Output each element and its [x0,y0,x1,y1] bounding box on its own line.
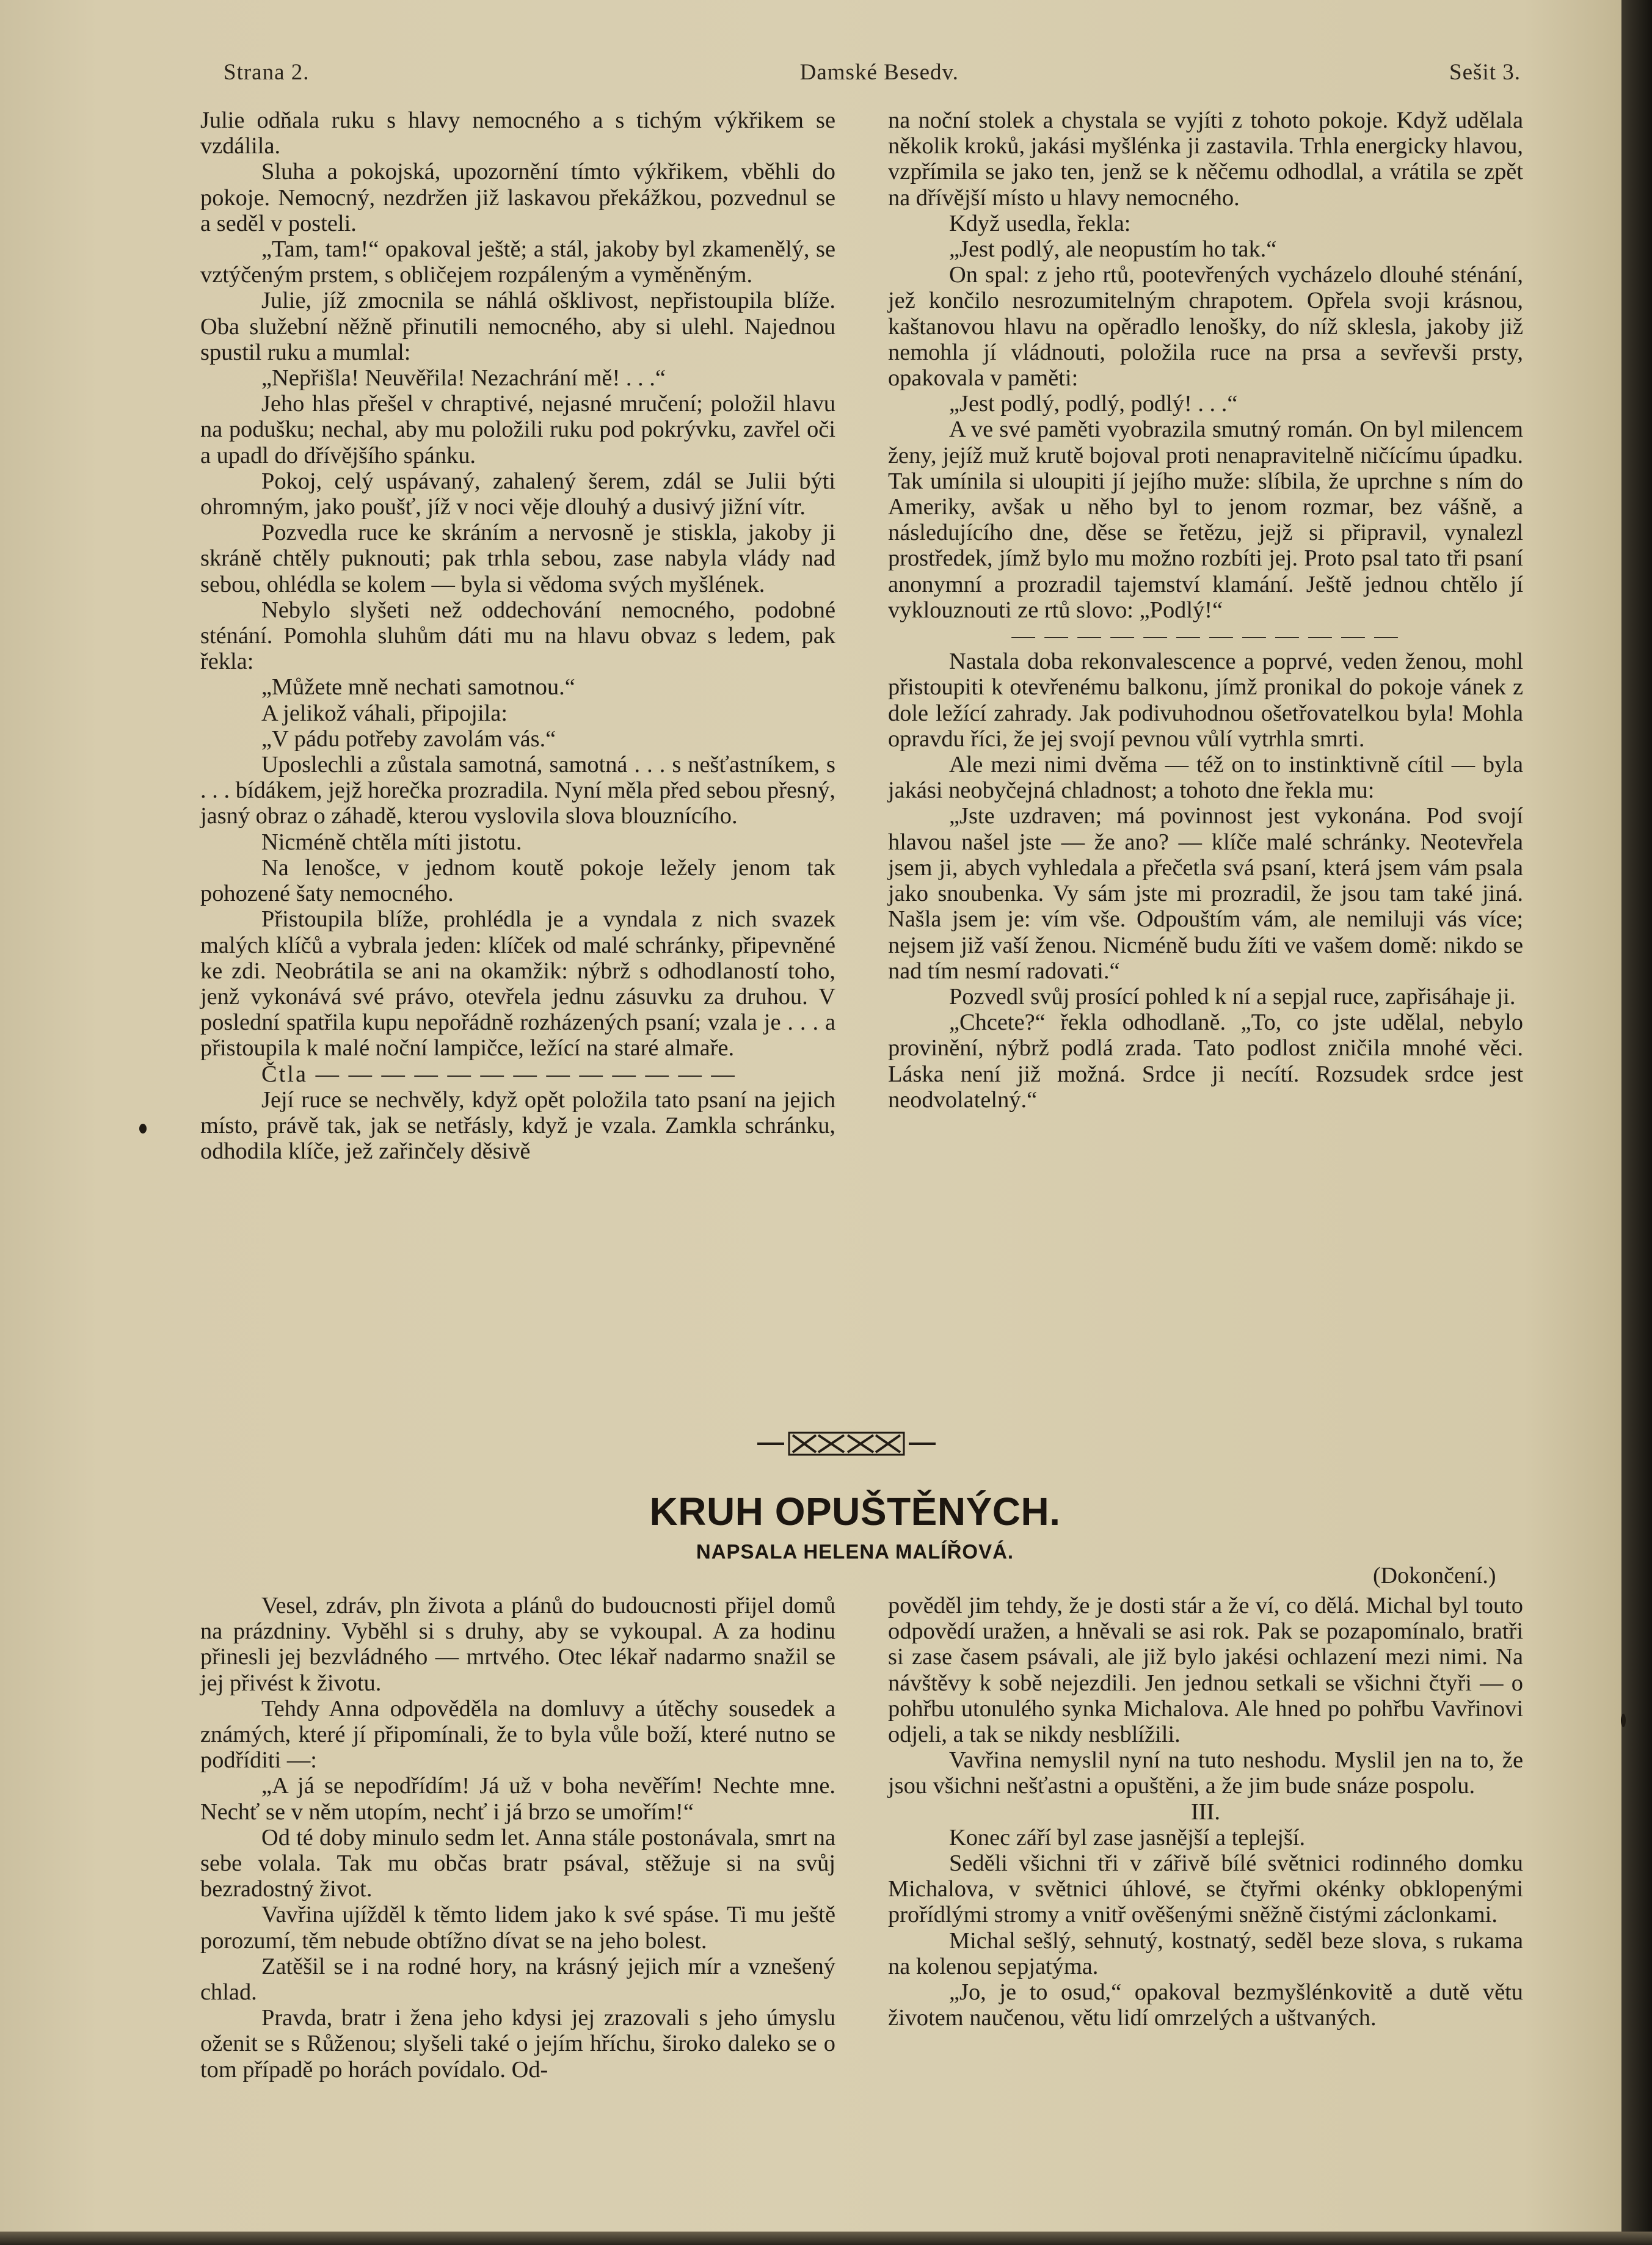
paragraph: Čtla — — — — — — — — — — — — — [261,1061,737,1087]
section-heading: III. [1191,1799,1220,1825]
paragraph: „Jest podlý, podlý, podlý! . . .“ [949,391,1238,417]
decorative-divider [755,1427,938,1461]
article1-column-right [888,107,1523,1113]
paragraph: Vavřina nemyslil nyní na tuto neshodu. Myslil jen na to, že jsou všichni nešťastni a opuštěni, a že jim bude snáze pospolu. [888,1747,1523,1799]
paragraph: „Chcete?“ řekla odhodlaně. „To, co jste udělal, nebylo provinění, nýbrž podlá zrada. Tato podlost zničila mnohé věci. Láska není již možná. Srdce ji necítí. Rozsudek srdce jest neodvolatelný.“ [888,1010,1523,1113]
paragraph: Julie odňala ruku s hlavy nemocného a s tichým výkřikem se vzdálila. [200,107,835,159]
paragraph: Přistoupila blíže, prohlédla je a vyndala z nich svazek malých klíčů a vybrala jeden: klíček od malé schránky, připevněné ke zdi. Neobrátila se ani na okamžik: nýbrž s odhodlaností toho, jenž vykonává své právo, otevřela jednu zásuvku za druhou. V poslední spatřila kupu nepořádně rozházených psaní; vzala je . . . a přistoupila k malé noční lampičce, ležící na staré almaře. [200,906,835,1061]
paragraph: Michal sešlý, sehnutý, kostnatý, seděl beze slova, s rukama na kolenou sepjatýma. [888,1927,1523,1979]
section-break: — — — — — — — — — — — — [1011,623,1400,649]
article-title: KRUH OPUŠTĚNÝCH. [649,1490,1061,1534]
paragraph: Konec září byl zase jasnější a teplejší. [949,1824,1306,1850]
paragraph: pověděl jim tehdy, že je dosti stár a že ví, co dělá. Michal byl touto odpovědí uražen, a hněvali se asi rok. Pak se pozapomínalo, bratři si zase časem psávali, ale již bylo jakési ochlazení mezi nimi. Na návštěvy k sobě nejezdili. Jen jednou setkali se všichni čtyři — o pohřbu utonulého synka Michalova. Ale hned po pohřbu Vavřinovi odjeli, a tak se nikdy nesblížili. [888,1593,1523,1748]
article1-column-left [200,107,835,1164]
paragraph: Tehdy Anna odpověděla na domluvy a útěchy sousedek a známých, které jí připomínali, že to byla vůle boží, které nutno se podříditi —: [200,1695,835,1774]
paragraph: Seděli všichni tři v zářivě bílé světnici rodinného domku Michalova, v světnici úhlové, se čtyřmi okénky obklopenými prořídlými stromy a vnitř ověšenými sněžně čistými záclonkami. [888,1850,1523,1928]
paragraph: „Jo, je to osud,“ opakoval bezmyšlénkovitě a dutě větu životem naučenou, větu lidí omrzelých a uštvaných. [888,1979,1523,2031]
paragraph: „Tam, tam!“ opakoval ještě; a stál, jakoby byl zkamenělý, se vztýčeným prstem, s obličejem rozpáleným a vyměněným. [200,236,835,288]
paragraph: na noční stolek a chystala se vyjíti z tohoto pokoje. Když udělala několik kroků, jakási myšlénka ji zastavila. Trhla energicky hlavou, vzpřímila se jako ten, jenž se k něčemu odhodlal, a vrátila se zpět na dřívější místo u hlavy nemocného. [888,107,1523,211]
magazine-title: Damské Besedv. [799,59,959,85]
paragraph: Od té doby minulo sedm let. Anna stále postonávala, smrt na sebe volala. Tak mu občas bratr psával, stěžuje si na svůj bezradostný život. [200,1824,835,1902]
paragraph: Na lenošce, v jednom koutě pokoje ležely jenom tak pohozené šaty nemocného. [200,854,835,907]
issue-number: Sešit 3. [1449,59,1521,85]
paragraph: Julie, jíž zmocnila se náhlá ošklivost, nepřistoupila blíže. Oba služební něžně přinutili nemocného, aby si ulehl. Najednou spustil ruku a mumlal: [200,288,835,365]
paragraph: Sluha a pokojská, upozornění tímto výkřikem, vběhli do pokoje. Nemocný, nezdržen již laskavou překážkou, pozvednul se a seděl v posteli. [200,159,835,236]
article2-column-right [888,1593,1523,2031]
paragraph: A ve své paměti vyobrazila smutný román. On byl milencem ženy, jejíž muž krutě bojoval proti nenapravitelně ničícímu úpadku. Tak umínila si uloupiti jí jejího muže: slíbila, že uprchne s ním do Ameriky, avšak u něho byl to jenom rozmar, bez vášně, a následujícího dne, děse se řetězu, jejž si připravil, vynalezl prostředek, jímž bylo mu možno rozbíti jej. Proto psal tato tři psaní anonymní a prozradil tajemství klamání. Ještě jednou chtělo jí vyklouznouti ze rtů slovo: „Podlý!“ [888,417,1523,623]
running-header [224,54,1521,90]
paragraph: Jeho hlas přešel v chraptivé, nejasné mručení; položil hlavu na podušku; nechal, aby mu položili ruku pod pokrývku, zavřel oči a upadl do dřívějšího spánku. [200,391,835,468]
paragraph: „Můžete mně nechati samotnou.“ [261,674,575,700]
scan-edge-bottom [0,2232,1652,2245]
paragraph: Pozvedl svůj prosící pohled k ní a sepjal ruce, zapřisáhaje ji. [949,983,1516,1010]
paragraph: Nebylo slyšeti než oddechování nemocného, podobné sténání. Pomohla sluhům dáti mu na hlavu obvaz s ledem, pak řekla: [200,597,835,675]
paragraph: Nicméně chtěla míti jistotu. [261,829,522,855]
paragraph: Pozvedla ruce ke skráním a nervosně je stiskla, jakoby ji skráně chtěly puknouti; pak trhla sebou, zase nabyla vlády nad sebou, ohlédla se kolem — byla si vědoma svých myšlének. [200,520,835,597]
continuation-note: (Dokončení.) [1373,1563,1496,1588]
paragraph: On spal: z jeho rtů, pootevřených vycházelo dlouhé sténání, jež končilo nesrozumitelným chrapotem. Opřela svoji krásnou, kaštanovou hlavu na opěradlo lenošky, do níž sklesla, jakoby již nemohla jí vládnouti, položila ruce na prsa a sevřevši prsty, opakovala v paměti: [888,262,1523,391]
ornament-icon [755,1427,938,1461]
paragraph: Zatěšil se i na rodné hory, na krásný jejich mír a vznešený chlad. [200,1953,835,2006]
paragraph: Uposlechli a zůstala samotná, samotná . . . s nešťastníkem, s . . . bídákem, jejž horečka prozradila. Nyní měla před sebou přesný, jasný obraz o záhadě, kterou vyslovila slova blouznícího. [200,752,835,829]
scan-edge-right [1621,0,1652,2245]
paragraph: Ale mezi nimi dvěma — též on to instinktivně cítil — byla jakási neobyčejná chladnost; a tohoto dne řekla mu: [888,752,1523,804]
page-number: Strana 2. [224,59,310,85]
article-author: NAPSALA HELENA MALÍŘOVÁ. [696,1540,1014,1563]
paragraph: Když usedla, řekla: [949,210,1131,236]
paragraph: Její ruce se nechvěly, když opět položila tato psaní na jejich místo, právě tak, jak se netřásly, když je vzala. Zamkla schránku, odhodila klíče, jež zařinčely děsivě [200,1086,835,1165]
paragraph: „Jste uzdraven; má povinnost jest vykonána. Pod svojí hlavou našel jste — že ano? — klíče malé schránky. Neotevřela jsem ji, abych vyhledala a přečetla svá psaní, která jsem vám psala jako snoubenka. Vy sám jste mi prozradil, že jsou tam také jiná. Našla jsem je: vím vše. Odpouštím vám, ale nemiluji vás více; nejsem již vaší ženou. Nicméně budu žíti ve vašem domě: nikdo se nad tím nesmí radovati.“ [888,803,1523,984]
paragraph: „V pádu potřeby zavolám vás.“ [261,726,556,752]
paragraph: „Jest podlý, ale neopustím ho tak.“ [949,236,1277,263]
paragraph: „A já se nepodřídím! Já už v boha nevěřím! Nechte mne. Nechť se v něm utopím, nechť i já brzo se umořím!“ [200,1773,835,1825]
ink-speck [1621,1714,1626,1727]
article2-column-left [200,1593,835,2083]
paragraph: Nastala doba rekonvalescence a poprvé, veden ženou, mohl přistoupiti k otevřenému balkonu, jímž pronikal do pokoje vánek z dole ležící zahrady. Jak podivuhodnou ošetřovatelkou byla! Mohla opravdu říci, že jej svojí pevnou vůlí vytrhla smrti. [888,649,1523,752]
paragraph: Pokoj, celý uspávaný, zahalený šerem, zdál se Julii býti ohromným, jako poušť, jíž v noci věje dlouhý a dusivý jižní vítr. [200,468,835,520]
paragraph: „Nepřišla! Neuvěřila! Nezachrání mě! . . .“ [261,365,666,391]
paragraph: Vavřina ujížděl k těmto lidem jako k své spáse. Ti mu ještě porozumí, těm nebude obtížno dívat se na jeho bolest. [200,1902,835,1954]
ink-speck [139,1124,147,1133]
paragraph: Vesel, zdráv, pln života a plánů do budoucnosti přijel domů na prázdniny. Vyběhl si s druhy, aby se vykoupal. A za hodinu přinesli jej bezvládného — mrtvého. Otec lékař nadarmo snažil se jej přivést k životu. [200,1593,835,1696]
paragraph: A jelikož váhali, připojila: [261,700,508,726]
paragraph: Pravda, bratr i žena jeho kdysi jej zrazovali s jeho úmyslu oženit se s Růženou; slyšeli také o jejím hříchu, široko daleko se o tom případě po horách povídalo. Od- [200,2005,835,2083]
